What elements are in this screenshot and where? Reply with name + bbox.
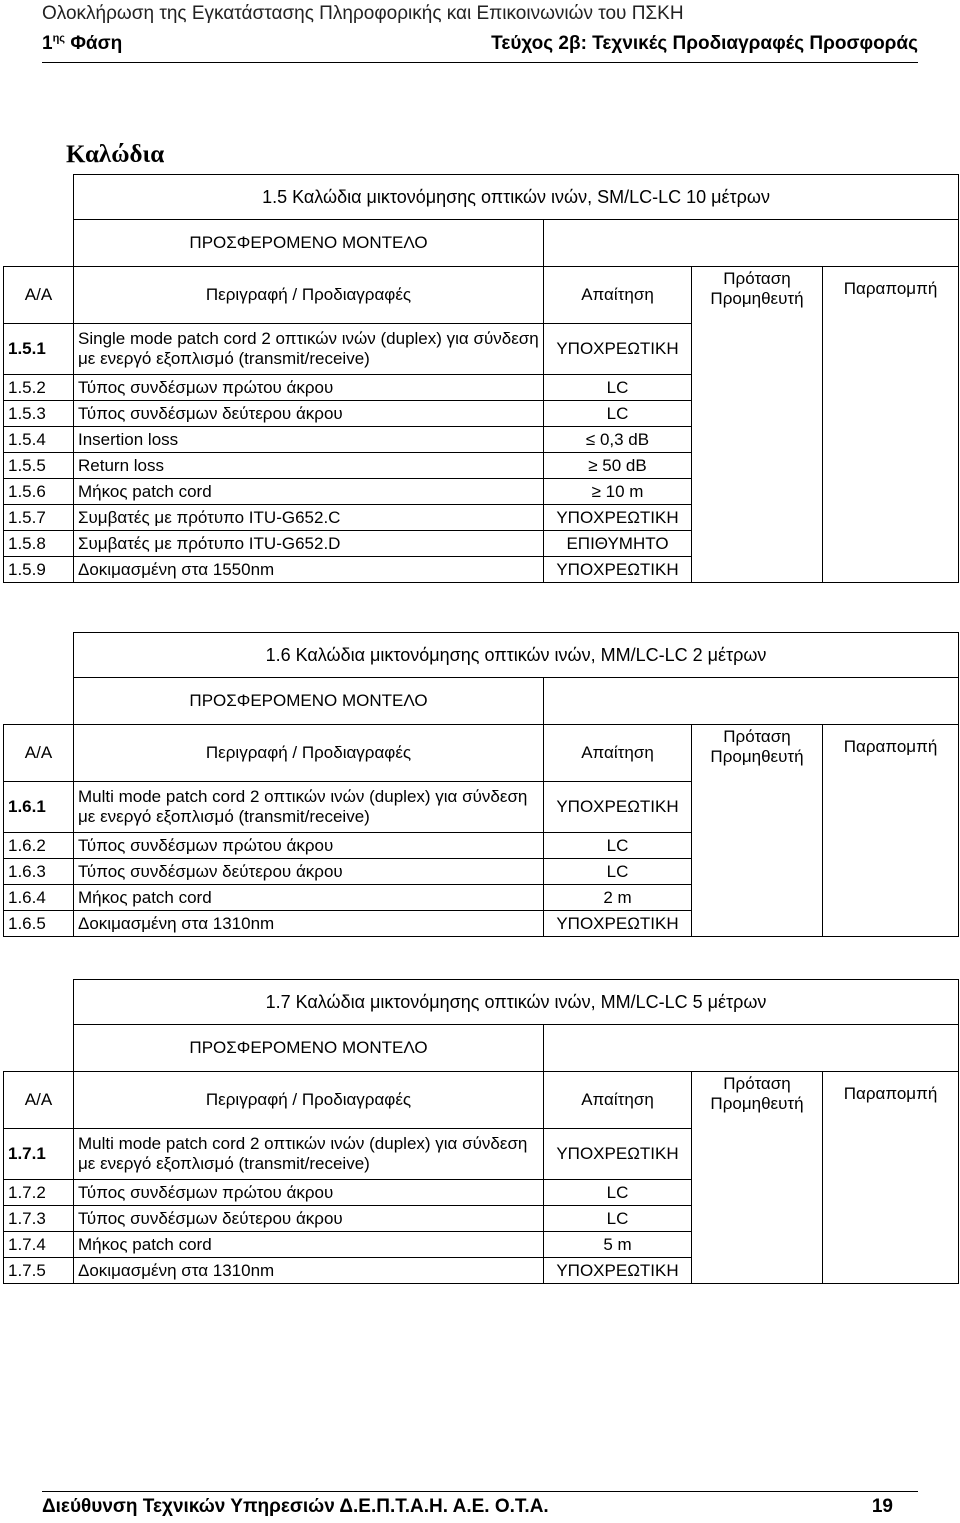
row-number: 1.5.4	[4, 427, 74, 453]
row-description: Τύπος συνδέσμων πρώτου άκρου	[74, 375, 544, 401]
row-requirement: ΥΠΟΧΡΕΩΤΙΚΗ	[544, 782, 692, 833]
row-requirement: ΥΠΟΧΡΕΩΤΙΚΗ	[544, 557, 692, 583]
row-description: Δοκιμασμένη στα 1310nm	[74, 1258, 544, 1284]
row-number: 1.7.1	[4, 1129, 74, 1180]
row-description: Μήκος patch cord	[74, 885, 544, 911]
col-header-requirement: Απαίτηση	[544, 1072, 692, 1129]
row-number: 1.5.3	[4, 401, 74, 427]
row-requirement: 5 m	[544, 1232, 692, 1258]
row-description: Τύπος συνδέσμων πρώτου άκρου	[74, 833, 544, 859]
spec-table-1-5	[3, 174, 959, 583]
row-requirement: ΥΠΟΧΡΕΩΤΙΚΗ	[544, 1129, 692, 1180]
row-description: Μήκος patch cord	[74, 1232, 544, 1258]
row-description: Μήκος patch cord	[74, 479, 544, 505]
footer-organization: Διεύθυνση Τεχνικών Υπηρεσιών Δ.Ε.Π.Τ.Α.Η. Α.Ε. Ο.Τ.Α.	[42, 1496, 549, 1517]
phase-suffix: ης	[52, 33, 66, 45]
row-number: 1.5.6	[4, 479, 74, 505]
row-requirement: ΕΠΙΘΥΜΗΤΟ	[544, 531, 692, 557]
row-requirement: ΥΠΟΧΡΕΩΤΙΚΗ	[544, 505, 692, 531]
row-description: Return loss	[74, 453, 544, 479]
row-description: Τύπος συνδέσμων δεύτερου άκρου	[74, 401, 544, 427]
col-header-description: Περιγραφή / Προδιαγραφές	[74, 725, 544, 782]
row-number: 1.6.1	[4, 782, 74, 833]
col-header-proposal: Πρόταση Προμηθευτή	[692, 267, 823, 583]
row-requirement: 2 m	[544, 885, 692, 911]
col-header-aa: Α/Α	[4, 267, 74, 324]
page-footer	[42, 1496, 918, 1518]
col-header-reference: Παραπομπή	[823, 1072, 959, 1284]
row-number: 1.5.2	[4, 375, 74, 401]
row-description: Multi mode patch cord 2 οπτικών ινών (duplex) για σύνδεση με ενεργό εξοπλισμό (transmit/receive)	[74, 782, 544, 833]
table-corner	[4, 980, 74, 1025]
col-header-aa: Α/Α	[4, 725, 74, 782]
col-header-description: Περιγραφή / Προδιαγραφές	[74, 267, 544, 324]
row-number: 1.5.1	[4, 324, 74, 375]
table-corner	[4, 220, 74, 267]
row-number: 1.6.2	[4, 833, 74, 859]
row-number: 1.5.5	[4, 453, 74, 479]
col-header-reference: Παραπομπή	[823, 267, 959, 583]
row-number: 1.5.8	[4, 531, 74, 557]
page-number: 19	[871, 1496, 893, 1517]
row-requirement: LC	[544, 1180, 692, 1206]
col-header-aa: Α/Α	[4, 1072, 74, 1129]
volume-title: Τεύχος 2β: Τεχνικές Προδιαγραφές Προσφοράς	[491, 33, 918, 54]
offered-model-label: ΠΡΟΣΦΕΡΟΜΕΝΟ ΜΟΝΤΕΛΟ	[74, 220, 544, 267]
col-header-description: Περιγραφή / Προδιαγραφές	[74, 1072, 544, 1129]
row-number: 1.7.5	[4, 1258, 74, 1284]
row-number: 1.6.5	[4, 911, 74, 937]
row-requirement: LC	[544, 859, 692, 885]
row-description: Δοκιμασμένη στα 1310nm	[74, 911, 544, 937]
row-requirement: ΥΠΟΧΡΕΩΤΙΚΗ	[544, 1258, 692, 1284]
row-number: 1.5.7	[4, 505, 74, 531]
row-description: Δοκιμασμένη στα 1550nm	[74, 557, 544, 583]
row-description: Συμβατές με πρότυπο ITU-G652.D	[74, 531, 544, 557]
header-divider	[42, 62, 918, 63]
footer-divider	[42, 1491, 918, 1492]
row-number: 1.7.2	[4, 1180, 74, 1206]
phase-number: 1	[42, 33, 53, 55]
row-requirement: ≥ 50 dB	[544, 453, 692, 479]
row-requirement: ΥΠΟΧΡΕΩΤΙΚΗ	[544, 324, 692, 375]
section-title: Καλώδια	[66, 141, 165, 168]
table-corner	[4, 1025, 74, 1072]
phase-word: Φάση	[70, 33, 123, 55]
spec-table-1-6	[3, 632, 959, 937]
phase-label	[42, 33, 122, 54]
row-description: Συμβατές με πρότυπο ITU-G652.C	[74, 505, 544, 531]
col-header-proposal: Πρόταση Προμηθευτή	[692, 725, 823, 937]
offered-model-label: ΠΡΟΣΦΕΡΟΜΕΝΟ ΜΟΝΤΕΛΟ	[74, 1025, 544, 1072]
row-description: Τύπος συνδέσμων δεύτερου άκρου	[74, 859, 544, 885]
row-number: 1.5.9	[4, 557, 74, 583]
spec-table-1-7	[3, 979, 959, 1284]
document-header-title: Ολοκλήρωση της Εγκατάστασης Πληροφορικής και Επικοινωνιών του ΠΣΚΗ	[42, 3, 684, 24]
row-number: 1.7.4	[4, 1232, 74, 1258]
table-title: 1.7 Καλώδια μικτονόμησης οπτικών ινών, MM/LC-LC 5 μέτρων	[74, 980, 959, 1025]
table-corner	[4, 175, 74, 220]
row-requirement: LC	[544, 1206, 692, 1232]
offered-model-value[interactable]	[544, 1025, 959, 1072]
row-requirement: ΥΠΟΧΡΕΩΤΙΚΗ	[544, 911, 692, 937]
row-description: Τύπος συνδέσμων πρώτου άκρου	[74, 1180, 544, 1206]
table-title: 1.6 Καλώδια μικτονόμησης οπτικών ινών, MM/LC-LC 2 μέτρων	[74, 633, 959, 678]
row-requirement: LC	[544, 375, 692, 401]
table-corner	[4, 678, 74, 725]
col-header-proposal: Πρόταση Προμηθευτή	[692, 1072, 823, 1284]
row-requirement: ≤ 0,3 dB	[544, 427, 692, 453]
row-description: Τύπος συνδέσμων δεύτερου άκρου	[74, 1206, 544, 1232]
table-corner	[4, 633, 74, 678]
col-header-reference: Παραπομπή	[823, 725, 959, 937]
col-header-requirement: Απαίτηση	[544, 267, 692, 324]
offered-model-value[interactable]	[544, 678, 959, 725]
row-requirement: LC	[544, 401, 692, 427]
offered-model-label: ΠΡΟΣΦΕΡΟΜΕΝΟ ΜΟΝΤΕΛΟ	[74, 678, 544, 725]
row-description: Insertion loss	[74, 427, 544, 453]
row-number: 1.7.3	[4, 1206, 74, 1232]
document-header-subtitle	[42, 33, 918, 55]
row-number: 1.6.3	[4, 859, 74, 885]
row-description: Multi mode patch cord 2 οπτικών ινών (duplex) για σύνδεση με ενεργό εξοπλισμό (transmit/receive)	[74, 1129, 544, 1180]
row-requirement: LC	[544, 833, 692, 859]
col-header-requirement: Απαίτηση	[544, 725, 692, 782]
offered-model-value[interactable]	[544, 220, 959, 267]
row-number: 1.6.4	[4, 885, 74, 911]
table-title: 1.5 Καλώδια μικτονόμησης οπτικών ινών, SM/LC-LC 10 μέτρων	[74, 175, 959, 220]
row-description: Single mode patch cord 2 οπτικών ινών (duplex) για σύνδεση με ενεργό εξοπλισμό (transmit/receive)	[74, 324, 544, 375]
row-requirement: ≥ 10 m	[544, 479, 692, 505]
